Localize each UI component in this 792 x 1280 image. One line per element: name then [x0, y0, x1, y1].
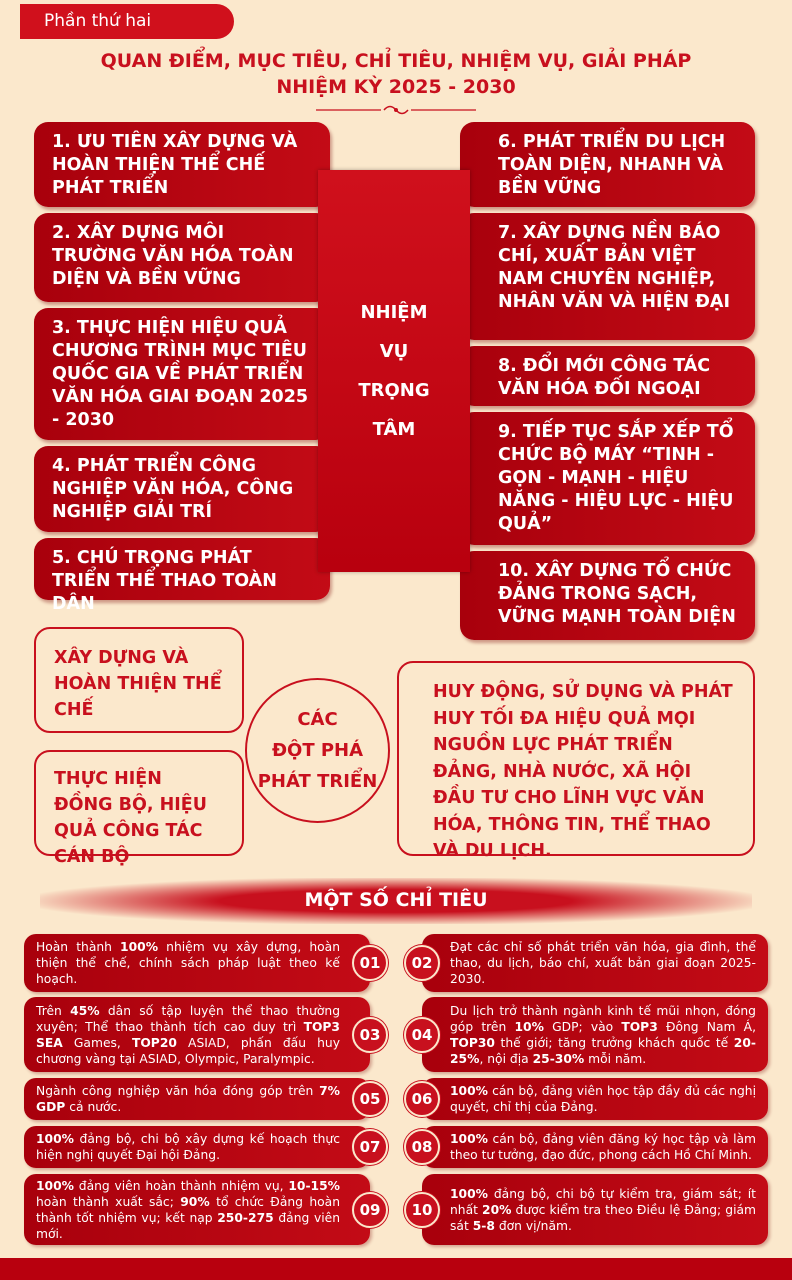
target-text-part: mỗi năm. [584, 1051, 647, 1066]
target-text-part: Ngành công nghiệp văn hóa đóng góp trên [36, 1084, 320, 1098]
task-8: 8. ĐỔI MỚI CÔNG TÁC VĂN HÓA ĐỐI NGOẠI [460, 346, 755, 406]
task-5: 5. CHÚ TRỌNG PHÁT TRIỂN THỂ THAO TOÀN DÂN [34, 538, 330, 600]
target-text-part: Hoàn thành [36, 940, 121, 954]
target-text [36, 1131, 340, 1163]
target-highlight: 250-275 [217, 1210, 274, 1225]
bottom-bar [0, 1258, 792, 1280]
target-text-part: , nội địa [479, 1051, 533, 1066]
target-highlight: 100% [450, 1084, 488, 1098]
target-text-part: cán bộ, đảng viên đăng ký học tập và làm theo tư tưởng, đạo đức, phong cách Hồ Chí Minh. [450, 1132, 756, 1162]
page-title-line-1: QUAN ĐIỂM, MỤC TIÊU, CHỈ TIÊU, NHIỆM VỤ, GIẢI PHÁP [100, 50, 692, 72]
key-tasks-word: TRỌNG [358, 380, 430, 401]
key-tasks-word: VỤ [379, 341, 409, 362]
target-02 [422, 934, 768, 992]
target-number-badge: 05 [352, 1081, 388, 1117]
target-text-part: GDP; vào [543, 1019, 622, 1034]
target-number-badge: 09 [352, 1192, 388, 1228]
target-text-part: đảng viên hoàn thành nhiệm vụ, [74, 1178, 289, 1193]
target-text [450, 939, 756, 987]
target-text [36, 1178, 340, 1242]
breakthrough-2: THỰC HIỆN ĐỒNG BỘ, HIỆU QUẢ CÔNG TÁC CÁN BỘ [34, 750, 244, 856]
target-text [36, 1003, 340, 1067]
target-06 [422, 1078, 768, 1120]
target-number-badge: 02 [404, 945, 440, 981]
target-highlight: 10% [514, 1019, 544, 1034]
target-number-badge: 06 [404, 1081, 440, 1117]
target-highlight: 100% [36, 1178, 74, 1193]
target-highlight: 20-25% [450, 1035, 756, 1066]
part-label: Phần thứ hai [20, 4, 234, 39]
breakthroughs-word: PHÁT TRIỂN [257, 771, 378, 792]
target-text-part: cán bộ, đảng viên học tập đầy đủ các nghị quyết, chỉ thị của Đảng. [450, 1084, 756, 1114]
target-text-part: đơn vị/năm. [494, 1218, 572, 1233]
key-tasks-word: NHIỆM [360, 302, 428, 323]
target-highlight: 25-30% [532, 1051, 585, 1066]
target-text [36, 939, 340, 987]
target-text-part: Du lịch trở thành ngành kinh tế mũi nhọn, đóng góp trên [450, 1003, 756, 1034]
target-01 [24, 934, 370, 992]
breakthroughs-word: ĐỘT PHÁ [271, 740, 364, 761]
target-text [450, 1186, 756, 1234]
task-6: 6. PHÁT TRIỂN DU LỊCH TOÀN DIỆN, NHANH VÀ BỀN VỮNG [460, 122, 755, 207]
target-highlight: 100% [450, 1186, 488, 1201]
key-tasks-word: TÂM [372, 419, 416, 440]
task-10: 10. XÂY DỰNG TỔ CHỨC ĐẢNG TRONG SẠCH, VỮNG MẠNH TOÀN DIỆN [460, 551, 755, 640]
page-title-line-2: NHIỆM KỲ 2025 - 2030 [276, 76, 516, 98]
target-03 [24, 997, 370, 1072]
target-text [36, 1083, 340, 1115]
target-text-part: thế giới; tăng trưởng khách quốc tế [494, 1035, 734, 1050]
target-text-part: dân số tập luyện thể thao thường xuyên; Thể thao thành tích cao duy trì [36, 1003, 340, 1034]
target-07 [24, 1126, 370, 1168]
key-tasks-label [318, 170, 470, 572]
target-highlight: 100% [450, 1132, 488, 1146]
target-09 [24, 1174, 370, 1245]
task-1: 1. ƯU TIÊN XÂY DỰNG VÀ HOÀN THIỆN THỂ CHẾ PHÁT TRIỂN [34, 122, 330, 207]
target-text-part: đảng viên mới. [36, 1210, 341, 1241]
target-highlight: 90% [180, 1194, 210, 1209]
target-05 [24, 1078, 370, 1120]
target-text-part: tổ chức Đảng hoàn thành tốt nhiệm vụ; kết nạp [36, 1194, 341, 1225]
target-text [450, 1083, 756, 1115]
target-highlight: 45% [70, 1003, 100, 1018]
target-number-badge: 03 [352, 1017, 388, 1053]
target-text-part: cả nước. [65, 1100, 122, 1114]
breakthroughs-center [245, 678, 390, 823]
task-3: 3. THỰC HIỆN HIỆU QUẢ CHƯƠNG TRÌNH MỤC TIÊU QUỐC GIA VỀ PHÁT TRIỂN VĂN HÓA GIAI ĐOẠN 2025 - 2030 [34, 308, 330, 440]
target-highlight: 5-8 [472, 1218, 495, 1233]
target-text-part: Games, [62, 1035, 132, 1050]
target-text-part: được kiểm tra theo Điều lệ Đảng; giám sát [450, 1202, 756, 1233]
breakthroughs-word: CÁC [297, 709, 338, 730]
targets-heading: MỘT SỐ CHỈ TIÊU [40, 878, 752, 924]
target-text-part: nhiệm vụ xây dựng, hoàn thiện thể chế, chính sách pháp luật theo kế hoạch. [36, 940, 341, 986]
task-7: 7. XÂY DỰNG NỀN BÁO CHÍ, XUẤT BẢN VIỆT NAM CHUYÊN NGHIỆP, NHÂN VĂN VÀ HIỆN ĐẠI [460, 213, 755, 340]
task-9: 9. TIẾP TỤC SẮP XẾP TỔ CHỨC BỘ MÁY “TINH - GỌN - MẠNH - HIỆU NĂNG - HIỆU LỰC - HIỆU QUẢ” [460, 412, 755, 545]
target-text-part: Đạt các chỉ số phát triển văn hóa, gia đình, thể thao, du lịch, báo chí, xuất bản giai đoạn 2025-2030. [450, 940, 756, 986]
target-highlight: TOP3 SEA [36, 1019, 340, 1050]
breakthrough-1: XÂY DỰNG VÀ HOÀN THIỆN THỂ CHẾ [34, 627, 244, 733]
target-text [450, 1003, 756, 1067]
ornament-divider [316, 104, 476, 116]
target-highlight: TOP30 [450, 1035, 495, 1050]
target-text-part: Đông Nam Á, [657, 1019, 756, 1034]
target-text-part: đảng bộ, chi bộ tự kiểm tra, giám sát; ít nhất [450, 1186, 756, 1217]
target-highlight: 7% GDP [36, 1084, 340, 1114]
breakthrough-3: HUY ĐỘNG, SỬ DỤNG VÀ PHÁT HUY TỐI ĐA HIỆU QUẢ MỌI NGUỒN LỰC PHÁT TRIỂN ĐẢNG, NHÀ NƯỚC, XÃ HỘI ĐẦU TƯ CHO LĨNH VỰC VĂN HÓA, THÔNG TIN, THỂ THAO VÀ DU LỊCH. [397, 661, 755, 856]
target-10 [422, 1174, 768, 1245]
target-text-part: hoàn thành xuất sắc; [36, 1194, 181, 1209]
target-number-badge: 01 [352, 945, 388, 981]
target-04 [422, 997, 768, 1072]
target-highlight: 20% [482, 1202, 512, 1217]
target-number-badge: 07 [352, 1129, 388, 1165]
task-2: 2. XÂY DỰNG MÔI TRƯỜNG VĂN HÓA TOÀN DIỆN VÀ BỀN VỮNG [34, 213, 330, 302]
task-4: 4. PHÁT TRIỂN CÔNG NGHIỆP VĂN HÓA, CÔNG NGHIỆP GIẢI TRÍ [34, 446, 330, 532]
target-highlight: 100% [36, 1132, 74, 1146]
target-highlight: TOP20 [131, 1035, 177, 1050]
target-08 [422, 1126, 768, 1168]
target-number-badge: 08 [404, 1129, 440, 1165]
target-highlight: 100% [120, 940, 159, 954]
target-text [450, 1131, 756, 1163]
target-highlight: 10-15% [288, 1178, 340, 1193]
target-text-part: đảng bộ, chi bộ xây dựng kế hoạch thực hiện nghị quyết Đại hội Đảng. [36, 1132, 340, 1162]
target-highlight: TOP3 [621, 1019, 658, 1034]
target-number-badge: 04 [404, 1017, 440, 1053]
target-text-part: Trên [36, 1003, 71, 1018]
target-text-part: ASIAD, phấn đấu huy chương vàng tại ASIAD, Olympic, Paralympic. [36, 1035, 340, 1066]
target-number-badge: 10 [404, 1192, 440, 1228]
